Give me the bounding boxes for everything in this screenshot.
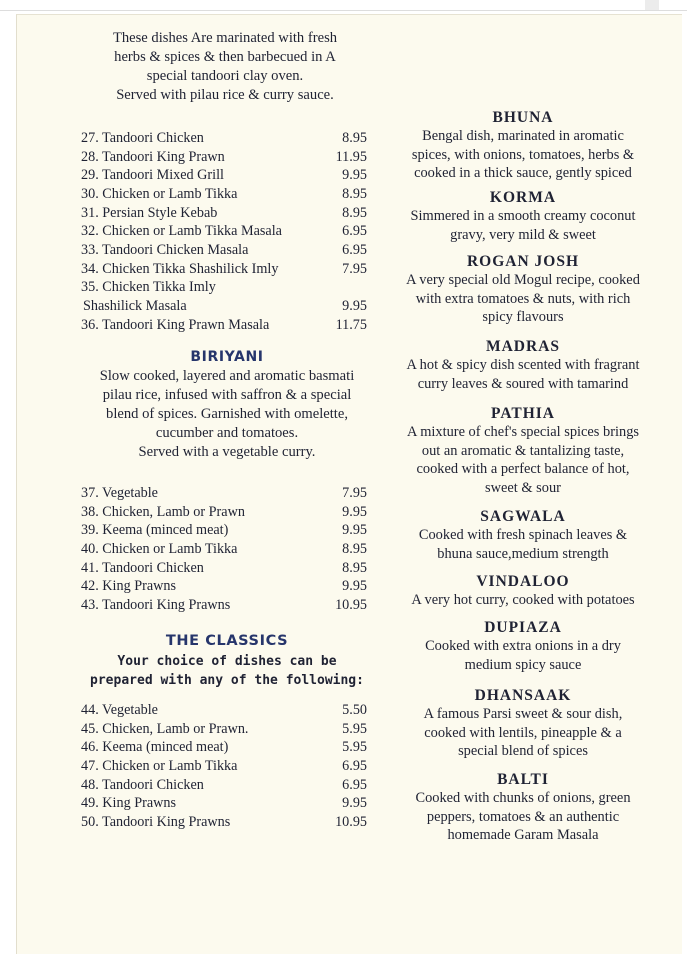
item-price: 6.95 — [342, 758, 367, 775]
style-title: VINDALOO — [476, 573, 570, 590]
item-name: 43. Tandoori King Prawns — [81, 597, 231, 614]
item-name: 39. Keema (minced meat) — [81, 522, 229, 539]
menu-sheet — [16, 14, 682, 954]
style-desc-line: gravy, very mild & sweet — [450, 226, 596, 243]
classics-list — [81, 701, 371, 832]
style-desc-line: spices, with onions, tomatoes, herbs & — [411, 146, 635, 163]
list-item — [81, 484, 371, 503]
item-price: 9.95 — [342, 503, 367, 520]
item-price: 11.95 — [335, 148, 367, 165]
biriyani-desc-line: pilau rice, infused with saffron & a special — [102, 387, 352, 403]
item-price: 9.95 — [342, 522, 367, 539]
item-name-line2: Shashilick Masala — [83, 297, 187, 314]
item-price: 9.95 — [342, 795, 367, 812]
item-name: 44. Vegetable — [81, 702, 158, 718]
item-price: 11.75 — [335, 316, 367, 333]
style-title: DHANSAAK — [474, 687, 572, 704]
tandoori-intro-line: herbs & spices & then barbecued in A — [114, 49, 336, 65]
style-vindaloo — [387, 573, 659, 610]
list-item — [81, 701, 371, 720]
list-item — [81, 720, 371, 739]
item-name: 41. Tandoori Chicken — [81, 559, 204, 576]
style-bhuna — [387, 109, 659, 183]
tandoori-intro-line: Served with pilau rice & curry sauce. — [116, 87, 334, 103]
biriyani-title: BIRIYANI — [190, 349, 264, 365]
list-item — [81, 757, 371, 776]
style-title: KORMA — [489, 189, 557, 206]
biriyani-section — [67, 349, 387, 462]
item-price: 5.95 — [342, 739, 367, 756]
list-item — [81, 241, 371, 260]
item-name: 46. Keema (minced meat) — [81, 739, 229, 756]
item-name: 27. Tandoori Chicken — [81, 130, 204, 146]
item-price: 10.95 — [335, 814, 367, 831]
list-item — [81, 738, 371, 757]
style-desc-line: A mixture of chef's special spices brings — [407, 424, 639, 440]
biriyani-desc-line: blend of spices. Garnished with omelette, — [106, 406, 348, 422]
list-item — [81, 596, 371, 615]
item-name: 32. Chicken or Lamb Tikka Masala — [81, 223, 282, 240]
list-item — [81, 521, 371, 540]
style-balti — [387, 771, 659, 845]
style-desc-line: with extra tomatoes & nuts, with rich — [415, 290, 631, 307]
style-madras — [387, 338, 659, 393]
item-name — [81, 278, 216, 315]
style-desc-line: cooked in a thick sauce, gently spiced — [414, 165, 632, 181]
list-item — [81, 129, 371, 148]
list-item — [81, 559, 371, 578]
item-price: 7.95 — [342, 260, 367, 277]
style-desc-line: Cooked with chunks of onions, green — [415, 790, 631, 806]
style-desc-line: medium spicy sauce — [464, 656, 582, 673]
item-price: 6.95 — [342, 223, 367, 240]
item-price: 9.95 — [342, 578, 367, 595]
item-name: 40. Chicken or Lamb Tikka — [81, 541, 238, 558]
classics-subtitle-line: prepared with any of the following: — [90, 673, 364, 688]
item-price: 9.95 — [342, 297, 367, 314]
item-price: 7.95 — [342, 485, 367, 501]
style-desc-line: curry leaves & soured with tamarind — [417, 375, 629, 392]
item-name: 50. Tandoori King Prawns — [81, 814, 231, 831]
item-price: 8.95 — [342, 130, 367, 146]
biriyani-desc-line: Slow cooked, layered and aromatic basmati — [99, 368, 355, 384]
style-title: ROGAN JOSH — [466, 253, 580, 270]
item-name: 31. Persian Style Kebab — [81, 204, 218, 221]
style-desc-line: spicy flavours — [482, 309, 564, 325]
style-dhansaak — [387, 687, 659, 761]
item-name: 34. Chicken Tikka Shashilick Imly — [81, 260, 279, 277]
list-item — [81, 794, 371, 813]
item-name: 33. Tandoori Chicken Masala — [81, 242, 249, 259]
list-item — [81, 577, 371, 596]
style-desc-line: sweet & sour — [485, 479, 561, 496]
style-desc-line: peppers, tomatoes & an authentic — [426, 808, 620, 825]
style-desc-line: cooked with lentils, pineapple & a — [424, 724, 622, 741]
style-desc-line: cooked with a perfect balance of hot, — [416, 461, 630, 477]
tandoori-intro-line: special tandoori clay oven. — [146, 68, 304, 84]
list-item — [81, 260, 371, 279]
item-name: 28. Tandoori King Prawn — [81, 148, 225, 165]
list-item — [81, 503, 371, 522]
list-item — [81, 204, 371, 223]
style-sagwala — [387, 508, 659, 563]
style-desc-line: out an aromatic & tantalizing taste, — [421, 442, 625, 459]
classics-subtitle-line: Your choice of dishes can be — [117, 654, 337, 669]
style-title: BALTI — [497, 771, 549, 788]
classics-title: THE CLASSICS — [165, 633, 289, 649]
list-item — [81, 540, 371, 559]
item-price: 8.95 — [342, 541, 367, 558]
item-price: 6.95 — [342, 776, 367, 793]
item-price: 8.95 — [342, 186, 367, 203]
biriyani-desc-line: Served with a vegetable curry. — [138, 444, 316, 460]
item-name: 42. King Prawns — [81, 578, 176, 595]
item-price: 9.95 — [342, 167, 367, 184]
biriyani-list — [81, 484, 371, 615]
item-name: 37. Vegetable — [81, 485, 158, 501]
item-name: 29. Tandoori Mixed Grill — [81, 167, 224, 184]
tandoori-list — [81, 129, 371, 334]
item-price: 6.95 — [342, 242, 367, 259]
style-title: SAGWALA — [480, 508, 566, 525]
screen-top-edge — [0, 0, 687, 11]
list-item — [81, 185, 371, 204]
list-item — [81, 279, 371, 316]
item-price: 10.95 — [335, 597, 367, 614]
item-price: 5.95 — [342, 720, 367, 737]
style-rogan-josh — [387, 253, 659, 327]
style-desc-line: Bengal dish, marinated in aromatic — [422, 128, 624, 144]
style-desc-line: A very special old Mogul recipe, cooked — [406, 272, 640, 288]
style-desc-line: special blend of spices — [458, 743, 588, 759]
tandoori-intro-line: These dishes Are marinated with fresh — [112, 30, 338, 46]
biriyani-desc-line: cucumber and tomatoes. — [155, 425, 299, 441]
style-title: BHUNA — [492, 109, 554, 126]
item-name: 30. Chicken or Lamb Tikka — [81, 186, 238, 203]
list-item — [81, 813, 371, 832]
list-item — [81, 316, 371, 335]
list-item — [81, 148, 371, 167]
list-item — [81, 776, 371, 795]
style-title: PATHIA — [491, 405, 555, 422]
item-name: 36. Tandoori King Prawn Masala — [81, 316, 270, 333]
item-price: 8.95 — [342, 204, 367, 221]
style-title: DUPIAZA — [484, 619, 562, 636]
item-price: 8.95 — [342, 559, 367, 576]
item-price: 5.50 — [342, 702, 367, 718]
item-name: 48. Tandoori Chicken — [81, 776, 204, 793]
list-item — [81, 166, 371, 185]
classics-section — [67, 633, 387, 690]
item-name: 45. Chicken, Lamb or Prawn. — [81, 720, 249, 737]
item-name-line1: 35. Chicken Tikka Imly — [81, 279, 216, 296]
item-name: 47. Chicken or Lamb Tikka — [81, 758, 238, 775]
tandoori-intro — [85, 29, 365, 105]
list-item — [81, 222, 371, 241]
item-name: 38. Chicken, Lamb or Prawn — [81, 503, 245, 520]
style-desc-line: A hot & spicy dish scented with fragrant — [406, 357, 640, 373]
style-dupiaza — [387, 619, 659, 674]
style-desc-line: bhuna sauce,medium strength — [437, 545, 609, 562]
style-desc-line: A famous Parsi sweet & sour dish, — [423, 706, 623, 722]
style-desc-line: Simmered in a smooth creamy coconut — [410, 208, 636, 224]
style-pathia — [387, 405, 659, 497]
item-name: 49. King Prawns — [81, 795, 176, 812]
style-korma — [387, 189, 659, 244]
style-desc-line: Cooked with fresh spinach leaves & — [418, 527, 628, 543]
style-desc-line: Cooked with extra onions in a dry — [425, 638, 621, 654]
style-desc-line: homemade Garam Masala — [447, 827, 599, 843]
top-edge-nub — [645, 0, 659, 10]
style-title: MADRAS — [485, 338, 561, 355]
style-desc-line: A very hot curry, cooked with potatoes — [411, 592, 635, 608]
